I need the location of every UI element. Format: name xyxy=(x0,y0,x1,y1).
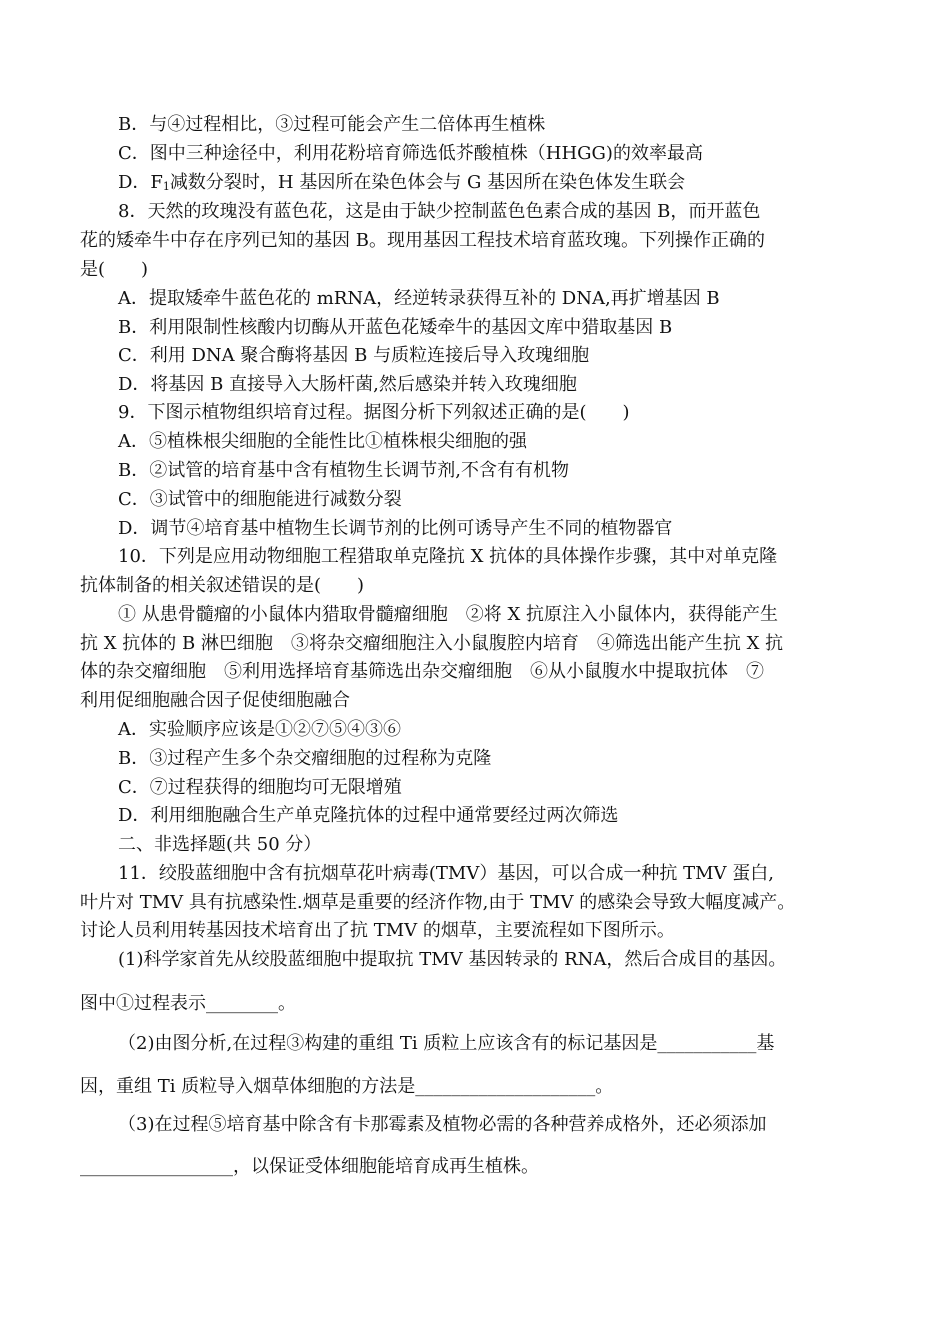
question-10-stem-end: 抗体制备的相关叙述错误的是( ) xyxy=(80,575,365,596)
option-7d-text: 减数分裂时，H 基因所在染色体会与 G 基因所在染色体发生联会 xyxy=(169,172,686,193)
option-9b: B．②试管的培育基中含有植物生长调节剂,不含有有机物 xyxy=(118,460,569,481)
option-9d: D．调节④培育基中植物生长调节剂的比例可诱导产生不同的植物器官 xyxy=(118,518,673,539)
option-10c: C．⑦过程获得的细胞均可无限增殖 xyxy=(118,777,402,798)
question-11-part-1-blank: 图中①过程表示________。 xyxy=(80,993,296,1014)
option-9c: C．③试管中的细胞能进行减数分裂 xyxy=(118,489,402,510)
question-11-part-2-cont: 因，重组 Ti 质粒导入烟草体细胞的方法是____________________。 xyxy=(80,1076,614,1097)
option-9a: A．⑤植株根尖细胞的全能性比①植株根尖细胞的强 xyxy=(118,431,527,452)
question-11-part-3: （3)在过程⑤培育基中除含有卡那霉素及植物必需的各种营养成格外，还必须添加 xyxy=(118,1114,767,1135)
question-10-steps-cont-3: 利用促细胞融合因子促使细胞融合 xyxy=(80,690,350,711)
option-7d-subscript: 1 xyxy=(162,180,170,193)
question-8-stem: 8．天然的玫瑰没有蓝色花，这是由于缺少控制蓝色色素合成的基因 B，而开蓝色 xyxy=(118,201,761,222)
option-7b: B．与④过程相比，③过程可能会产生二倍体再生植株 xyxy=(118,114,546,135)
section-heading: 二、非选择题(共 50 分） xyxy=(118,834,322,855)
option-8b: B．利用限制性核酸内切酶从开蓝色花矮牵牛的基因文库中猎取基因 B xyxy=(118,317,673,338)
option-8a: A．提取矮牵牛蓝色花的 mRNA，经逆转录获得互补的 DNA,再扩增基因 B xyxy=(118,288,720,309)
question-11-stem-cont-1: 叶片对 TMV 具有抗感染性.烟草是重要的经济作物,由于 TMV 的感染会导致大幅度减产。 xyxy=(80,892,796,913)
option-10b: B．③过程产生多个杂交瘤细胞的过程称为克隆 xyxy=(118,748,492,769)
question-11-stem-cont-2: 讨论人员利用转基因技术培育出了抗 TMV 的烟草，主要流程如下图所示。 xyxy=(80,920,675,941)
question-10-stem: 10．下列是应用动物细胞工程猎取单克隆抗 X 抗体的具体操作步骤，其中对单克隆 xyxy=(118,546,778,567)
option-7c: C．图中三种途径中，利用花粉培育筛选低芥酸植株（HHGG)的效率最高 xyxy=(118,143,703,164)
question-8-stem-cont: 花的矮牵牛中存在序列已知的基因 B。现用基因工程技术培育蓝玫瑰。下列操作正确的 xyxy=(80,230,765,251)
option-7d-prefix: D．F xyxy=(118,172,163,193)
question-10-steps-cont-1: 抗 X 抗体的 B 淋巴细胞 ③将杂交瘤细胞注入小鼠腹腔内培育 ④筛选出能产生抗 X 抗 xyxy=(80,633,784,654)
question-11-part-1: (1)科学家首先从绞股蓝细胞中提取抗 TMV 基因转录的 RNA，然后合成目的基因。 xyxy=(118,949,787,970)
question-10-steps-cont-2: 体的杂交瘤细胞 ⑤利用选择培育基筛选出杂交瘤细胞 ⑥从小鼠腹水中提取抗体 ⑦ xyxy=(80,661,764,682)
option-10a: A．实验顺序应该是①②⑦⑤④③⑥ xyxy=(118,719,401,740)
question-10-steps: ① 从患骨髓瘤的小鼠体内猎取骨髓瘤细胞 ②将 X 抗原注入小鼠体内，获得能产生 xyxy=(118,604,778,625)
question-11-part-2: （2)由图分析,在过程③构建的重组 Ti 质粒上应该含有的标记基因是___________基 xyxy=(118,1033,775,1054)
question-11-stem: 11．绞股蓝细胞中含有抗烟草花叶病毒(TMV）基因，可以合成一种抗 TMV 蛋白, xyxy=(118,863,774,884)
option-7d xyxy=(118,171,685,199)
option-8d: D．将基因 B 直接导入大肠杆菌,然后感染并转入玫瑰细胞 xyxy=(118,374,577,395)
option-8c: C．利用 DNA 聚合酶将基因 B 与质粒连接后导入玫瑰细胞 xyxy=(118,345,590,366)
option-10d: D．利用细胞融合生产单克隆抗体的过程中通常要经过两次筛选 xyxy=(118,805,619,826)
question-8-stem-end: 是( ) xyxy=(80,259,149,280)
question-11-part-3-cont: _________________，以保证受体细胞能培育成再生植株。 xyxy=(80,1156,539,1177)
question-9-stem: 9．下图示植物组织培育过程。据图分析下列叙述正确的是( ) xyxy=(118,402,630,423)
